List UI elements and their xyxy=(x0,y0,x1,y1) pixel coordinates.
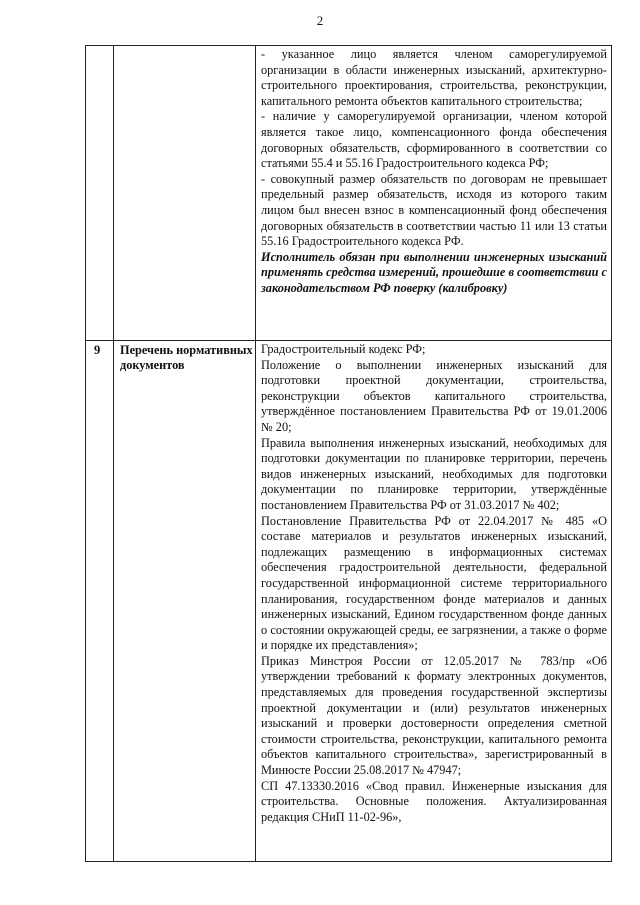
table-row-9 xyxy=(86,341,612,862)
row-name: Перечень нормативных документов xyxy=(114,341,256,862)
normative-documents-cell xyxy=(256,341,612,862)
row-name-cell-empty xyxy=(114,46,256,341)
requirements-content-cell xyxy=(256,46,612,341)
row-number-cell-empty xyxy=(86,46,114,341)
normative-document: СП 47.13330.2016 «Свод правил. Инженерные изыскания для строительства. Основные положения. Актуализированная редакция СНиП 11-02-96», xyxy=(261,778,607,824)
normative-document: Постановление Правительства РФ от 22.04.2017 № 485 «О составе материалов и результатов инженерных изысканий, подлежащих размещению в информационных системах обеспечения градостроительной деятельности, федеральной государственной информационной системе территориального планирования, государственном фонде материалов и данных инженерных изысканий, Едином государственном фонде данных о состоянии окружающей среды, ее загрязнении, а также о форме и порядке их представления»; xyxy=(261,513,607,653)
normative-document: Правила выполнения инженерных изысканий, необходимых для подготовки документации по планировке территории, перечень видов инженерных изысканий, необходимых для подготовки документации по планировке территории, утверждённые постановлением Правительства РФ от 31.03.2017 № 402; xyxy=(261,435,607,512)
row-number: 9 xyxy=(86,341,114,862)
requirements-table xyxy=(85,45,612,862)
requirement-emphasis: Исполнитель обязан при выполнении инженерных изысканий применять средства измерений, прошедшие в соответствии с законодательством РФ поверку (калибровку) xyxy=(261,249,607,295)
requirement-paragraph: - совокупный размер обязательств по договорам не превышает предельный размер обязательств, исходя из которого таким лицом был внесен взнос в компенсационный фонд обеспечения договорных обязательств в соответствии частью 11 или 13 статьи 55.16 Градостроительного кодекса РФ. xyxy=(261,171,607,249)
requirement-paragraph: - наличие у саморегулируемой организации, членом которой является такое лицо, компенсационного фонда обеспечения договорных обязательств, сформированного в соответствии со статьями 55.4 и 55.16 Градостроительного кодекса РФ; xyxy=(261,109,607,171)
page-number: 2 xyxy=(316,13,324,28)
requirement-paragraph: - указанное лицо является членом саморегулируемой организации в области инженерных изысканий, архитектурно-строительного проектирования, строительства, реконструкции, капитального ремонта объектов капитального строительства; xyxy=(261,47,607,108)
normative-document: Положение о выполнении инженерных изысканий для подготовки проектной документации, строительства, реконструкции объектов капитального строительства, утверждённое постановлением Правительства РФ от 19.01.2006 № 20; xyxy=(261,357,607,434)
normative-document: Градостроительный кодекс РФ; xyxy=(261,342,426,356)
table-row-continuation xyxy=(86,46,612,341)
normative-document: Приказ Минстроя России от 12.05.2017 № 783/пр «Об утверждении требований к формату электронных документов, представляемых для проведения государственной экспертизы проектной документации и (или) результатов инженерных изысканий и проверки достоверности определения сметной стоимости строительства, реконструкции, капитального ремонта объектов капитального строительства», зарегистрированный в Минюсте России 25.08.2017 № 47947; xyxy=(261,653,607,778)
